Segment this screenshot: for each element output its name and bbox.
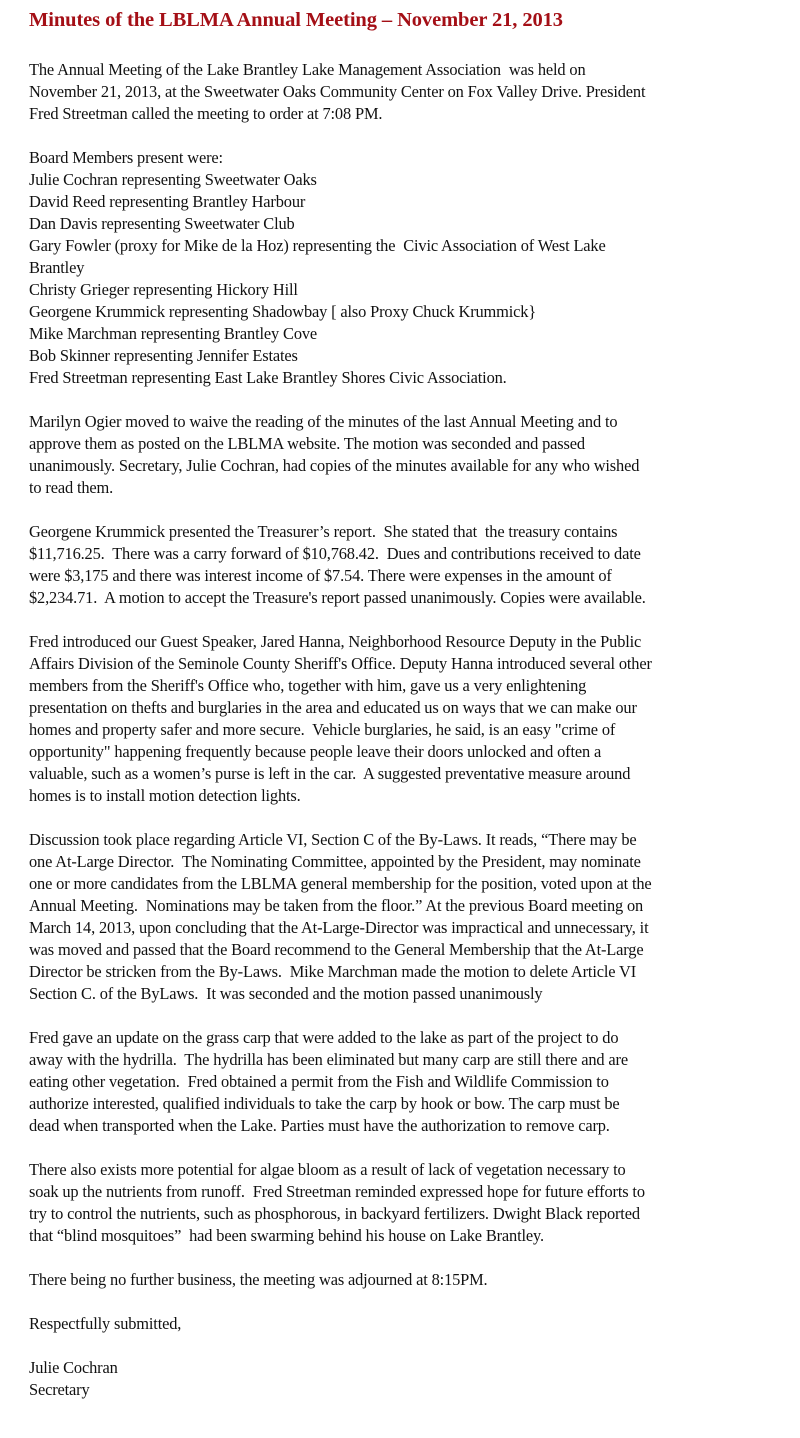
text-line: opportunity" happening frequently because people leave their doors unlocked and often a bbox=[29, 742, 602, 761]
text-line: were $3,175 and there was interest income of $7.54. There were expenses in the amount of bbox=[29, 566, 612, 585]
text-line: soak up the nutrients from runoff. Fred Streetman reminded expressed hope for future efforts to bbox=[29, 1182, 645, 1201]
board-member: Bob Skinner representing Jennifer Estates bbox=[29, 346, 298, 365]
text-line: There also exists more potential for algae bloom as a result of lack of vegetation necessary to bbox=[29, 1160, 626, 1179]
text-line: There being no further business, the meeting was adjourned at 8:15PM. bbox=[29, 1270, 488, 1289]
text-line: November 21, 2013, at the Sweetwater Oaks Community Center on Fox Valley Drive. President bbox=[29, 82, 646, 101]
treasurer-report-paragraph bbox=[29, 521, 789, 609]
text-line: one or more candidates from the LBLMA general membership for the position, voted upon at the bbox=[29, 874, 652, 893]
text-line: Georgene Krummick presented the Treasurer’s report. She stated that the treasury contains bbox=[29, 522, 618, 541]
text-line: to read them. bbox=[29, 478, 114, 497]
text-line: unanimously. Secretary, Julie Cochran, had copies of the minutes available for any who wished bbox=[29, 456, 640, 475]
text-line: $2,234.71. A motion to accept the Treasure's report passed unanimously. Copies were available. bbox=[29, 588, 646, 607]
text-line: homes and property safer and more secure. Vehicle burglaries, he said, is an easy "crime of bbox=[29, 720, 616, 739]
text-line: Annual Meeting. Nominations may be taken from the floor.” At the previous Board meeting on bbox=[29, 896, 644, 915]
board-member: Fred Streetman representing East Lake Brantley Shores Civic Association. bbox=[29, 368, 507, 387]
text-line: homes is to install motion detection lights. bbox=[29, 786, 301, 805]
closing-paragraph bbox=[29, 1313, 789, 1335]
document-title: Minutes of the LBLMA Annual Meeting – November 21, 2013 bbox=[29, 9, 563, 31]
text-line: Fred gave an update on the grass carp that were added to the lake as part of the project to do bbox=[29, 1028, 619, 1047]
text-line: Director be stricken from the By-Laws. Mike Marchman made the motion to delete Article VI bbox=[29, 962, 637, 981]
board-member: Mike Marchman representing Brantley Cove bbox=[29, 324, 318, 343]
text-line: authorize interested, qualified individuals to take the carp by hook or bow. The carp must be bbox=[29, 1094, 620, 1113]
board-member: Dan Davis representing Sweetwater Club bbox=[29, 214, 295, 233]
bylaws-discussion-paragraph bbox=[29, 829, 789, 1005]
text-line: Affairs Division of the Seminole County Sheriff's Office. Deputy Hanna introduced several other bbox=[29, 654, 652, 673]
board-member: Julie Cochran representing Sweetwater Oaks bbox=[29, 170, 317, 189]
adjournment-paragraph bbox=[29, 1269, 789, 1291]
text-line: that “blind mosquitoes” had been swarming behind his house on Lake Brantley. bbox=[29, 1226, 544, 1245]
text-line: $11,716.25. There was a carry forward of $10,768.42. Dues and contributions received to date bbox=[29, 544, 641, 563]
text-line: Fred introduced our Guest Speaker, Jared Hanna, Neighborhood Resource Deputy in the Public bbox=[29, 632, 642, 651]
board-members-list bbox=[29, 147, 789, 389]
text-line: Marilyn Ogier moved to waive the reading of the minutes of the last Annual Meeting and to bbox=[29, 412, 618, 431]
signature-role: Secretary bbox=[29, 1380, 90, 1399]
board-members-heading: Board Members present were: bbox=[29, 148, 223, 167]
board-member: Brantley bbox=[29, 258, 85, 277]
grass-carp-paragraph bbox=[29, 1027, 789, 1137]
opening-paragraph bbox=[29, 59, 789, 125]
board-member: Christy Grieger representing Hickory Hill bbox=[29, 280, 298, 299]
closing-text: Respectfully submitted, bbox=[29, 1314, 182, 1333]
guest-speaker-paragraph bbox=[29, 631, 789, 807]
text-line: Section C. of the ByLaws. It was seconded and the motion passed unanimously bbox=[29, 984, 543, 1003]
signature-name: Julie Cochran bbox=[29, 1358, 118, 1377]
board-member: Georgene Krummick representing Shadowbay [ also Proxy Chuck Krummick} bbox=[29, 302, 537, 321]
text-line: away with the hydrilla. The hydrilla has been eliminated but many carp are still there and are bbox=[29, 1050, 628, 1069]
text-line: March 14, 2013, upon concluding that the At-Large-Director was impractical and unnecessary, it bbox=[29, 918, 649, 937]
text-line: members from the Sheriff's Office who, together with him, gave us a very enlightening bbox=[29, 676, 587, 695]
minutes-approval-paragraph bbox=[29, 411, 789, 499]
text-line: valuable, such as a women’s purse is left in the car. A suggested preventative measure around bbox=[29, 764, 631, 783]
text-line: eating other vegetation. Fred obtained a permit from the Fish and Wildlife Commission to bbox=[29, 1072, 609, 1091]
board-member: David Reed representing Brantley Harbour bbox=[29, 192, 306, 211]
signature-block bbox=[29, 1357, 789, 1401]
text-line: approve them as posted on the LBLMA website. The motion was seconded and passed bbox=[29, 434, 585, 453]
board-member: Gary Fowler (proxy for Mike de la Hoz) representing the Civic Association of West Lake bbox=[29, 236, 606, 255]
algae-paragraph bbox=[29, 1159, 789, 1247]
text-line: try to control the nutrients, such as phosphorous, in backyard fertilizers. Dwight Black reported bbox=[29, 1204, 640, 1223]
text-line: Discussion took place regarding Article VI, Section C of the By-Laws. It reads, “There may be bbox=[29, 830, 637, 849]
text-line: one At-Large Director. The Nominating Committee, appointed by the President, may nominate bbox=[29, 852, 641, 871]
text-line: presentation on thefts and burglaries in the area and educated us on ways that we can make our bbox=[29, 698, 637, 717]
text-line: The Annual Meeting of the Lake Brantley Lake Management Association was held on bbox=[29, 60, 586, 79]
text-line: was moved and passed that the Board recommend to the General Membership that the At-Large bbox=[29, 940, 644, 959]
text-line: Fred Streetman called the meeting to order at 7:08 PM. bbox=[29, 104, 383, 123]
text-line: dead when transported when the Lake. Parties must have the authorization to remove carp. bbox=[29, 1116, 610, 1135]
